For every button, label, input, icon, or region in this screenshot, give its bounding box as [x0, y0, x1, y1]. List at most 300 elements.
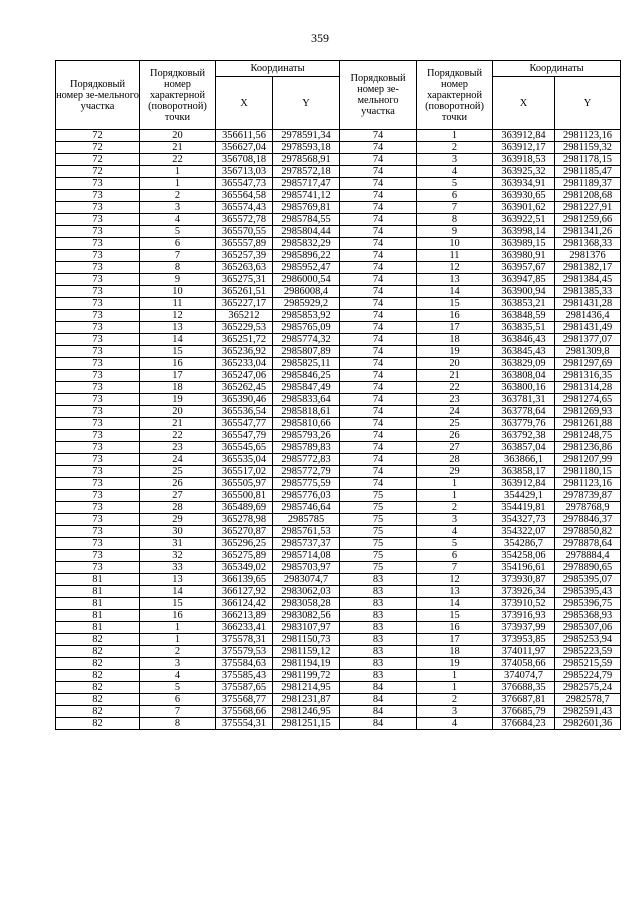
- point-number-cell: 15: [140, 598, 216, 610]
- y-coordinate-cell: 2985832,29: [273, 238, 340, 250]
- point-number-cell: 1: [417, 490, 493, 502]
- point-number-cell: 3: [417, 514, 493, 526]
- point-number-cell: 23: [140, 442, 216, 454]
- y-coordinate-cell: 2985395,07: [555, 574, 621, 586]
- table-row: [56, 358, 621, 370]
- table-row: [56, 658, 621, 670]
- y-coordinate-cell: 2985396,75: [555, 598, 621, 610]
- x-coordinate-cell: 365261,51: [216, 286, 273, 298]
- plot-number-cell: 73: [56, 406, 140, 418]
- plot-number-cell: 74: [340, 370, 417, 382]
- y-coordinate-cell: 2985772,83: [273, 454, 340, 466]
- x-coordinate-cell: 376684,23: [493, 718, 555, 730]
- point-number-cell: 2: [417, 142, 493, 154]
- x-coordinate-cell: 365263,63: [216, 262, 273, 274]
- point-number-cell: 12: [417, 574, 493, 586]
- x-coordinate-cell: 376687,81: [493, 694, 555, 706]
- plot-number-cell: 74: [340, 334, 417, 346]
- x-coordinate-cell: 365251,72: [216, 334, 273, 346]
- point-number-cell: 3: [140, 202, 216, 214]
- point-number-cell: 15: [417, 610, 493, 622]
- point-number-cell: 14: [417, 286, 493, 298]
- plot-number-cell: 73: [56, 250, 140, 262]
- plot-number-cell: 82: [56, 694, 140, 706]
- table-row: [56, 346, 621, 358]
- point-number-cell: 13: [417, 586, 493, 598]
- x-coordinate-cell: 363912,17: [493, 142, 555, 154]
- x-coordinate-cell: 365247,06: [216, 370, 273, 382]
- point-number-cell: 1: [140, 178, 216, 190]
- plot-number-cell: 83: [340, 574, 417, 586]
- plot-number-cell: 74: [340, 130, 417, 142]
- table-body: [56, 130, 621, 730]
- y-coordinate-cell: 2981269,93: [555, 406, 621, 418]
- table-row: [56, 166, 621, 178]
- plot-number-cell: 83: [340, 598, 417, 610]
- point-number-cell: 25: [140, 466, 216, 478]
- point-number-cell: 24: [417, 406, 493, 418]
- x-coordinate-cell: 365535,04: [216, 454, 273, 466]
- point-number-cell: 17: [417, 634, 493, 646]
- point-number-cell: 1: [140, 166, 216, 178]
- y-coordinate-cell: 2983074,7: [273, 574, 340, 586]
- x-coordinate-cell: 365536,54: [216, 406, 273, 418]
- table-row: [56, 406, 621, 418]
- x-coordinate-cell: 363912,84: [493, 478, 555, 490]
- x-coordinate-cell: 363925,32: [493, 166, 555, 178]
- y-coordinate-cell: 2981207,99: [555, 454, 621, 466]
- point-number-cell: 2: [417, 502, 493, 514]
- point-number-cell: 5: [140, 682, 216, 694]
- plot-number-cell: 83: [340, 646, 417, 658]
- plot-number-cell: 75: [340, 502, 417, 514]
- plot-number-cell: 73: [56, 262, 140, 274]
- plot-number-cell: 73: [56, 562, 140, 574]
- table-row: [56, 334, 621, 346]
- x-coordinate-cell: 363781,31: [493, 394, 555, 406]
- x-coordinate-cell: 365547,77: [216, 418, 273, 430]
- point-number-cell: 1: [140, 622, 216, 634]
- plot-number-cell: 74: [340, 202, 417, 214]
- plot-number-cell: 74: [340, 394, 417, 406]
- plot-number-cell: 75: [340, 562, 417, 574]
- table-row: [56, 454, 621, 466]
- x-coordinate-cell: 374074,7: [493, 670, 555, 682]
- x-coordinate-cell: 363918,53: [493, 154, 555, 166]
- plot-number-cell: 73: [56, 274, 140, 286]
- x-coordinate-cell: 366139,65: [216, 574, 273, 586]
- table-row: [56, 586, 621, 598]
- y-coordinate-cell: 2985825,11: [273, 358, 340, 370]
- y-coordinate-cell: 2981246,95: [273, 706, 340, 718]
- table-row: [56, 322, 621, 334]
- point-number-cell: 1: [417, 682, 493, 694]
- x-coordinate-cell: 354322,07: [493, 526, 555, 538]
- plot-number-cell: 81: [56, 610, 140, 622]
- x-coordinate-cell: 354419,81: [493, 502, 555, 514]
- x-coordinate-cell: 365262,45: [216, 382, 273, 394]
- point-number-cell: 31: [140, 538, 216, 550]
- header-y: Y: [273, 77, 340, 130]
- plot-number-cell: 73: [56, 226, 140, 238]
- plot-number-cell: 73: [56, 202, 140, 214]
- x-coordinate-cell: 363800,16: [493, 382, 555, 394]
- plot-number-cell: 72: [56, 154, 140, 166]
- point-number-cell: 21: [417, 370, 493, 382]
- x-coordinate-cell: 363835,51: [493, 322, 555, 334]
- plot-number-cell: 73: [56, 382, 140, 394]
- point-number-cell: 17: [417, 322, 493, 334]
- point-number-cell: 24: [140, 454, 216, 466]
- x-coordinate-cell: 363848,59: [493, 310, 555, 322]
- y-coordinate-cell: 2981261,88: [555, 418, 621, 430]
- y-coordinate-cell: 2985741,12: [273, 190, 340, 202]
- point-number-cell: 27: [140, 490, 216, 502]
- y-coordinate-cell: 2982578,7: [555, 694, 621, 706]
- point-number-cell: 18: [140, 382, 216, 394]
- plot-number-cell: 75: [340, 490, 417, 502]
- x-coordinate-cell: 375568,66: [216, 706, 273, 718]
- y-coordinate-cell: 2981431,49: [555, 322, 621, 334]
- point-number-cell: 2: [140, 190, 216, 202]
- plot-number-cell: 83: [340, 670, 417, 682]
- plot-number-cell: 73: [56, 214, 140, 226]
- y-coordinate-cell: 2985847,49: [273, 382, 340, 394]
- y-coordinate-cell: 2985761,53: [273, 526, 340, 538]
- x-coordinate-cell: 373937,99: [493, 622, 555, 634]
- y-coordinate-cell: 2978568,91: [273, 154, 340, 166]
- y-coordinate-cell: 2981227,91: [555, 202, 621, 214]
- x-coordinate-cell: 363779,76: [493, 418, 555, 430]
- y-coordinate-cell: 2981214,95: [273, 682, 340, 694]
- x-coordinate-cell: 374011,97: [493, 646, 555, 658]
- plot-number-cell: 82: [56, 682, 140, 694]
- x-coordinate-cell: 354429,1: [493, 490, 555, 502]
- x-coordinate-cell: 375554,31: [216, 718, 273, 730]
- plot-number-cell: 74: [340, 358, 417, 370]
- x-coordinate-cell: 373953,85: [493, 634, 555, 646]
- x-coordinate-cell: 376685,79: [493, 706, 555, 718]
- plot-number-cell: 73: [56, 370, 140, 382]
- y-coordinate-cell: 2985395,43: [555, 586, 621, 598]
- plot-number-cell: 73: [56, 286, 140, 298]
- x-coordinate-cell: 363901,62: [493, 202, 555, 214]
- y-coordinate-cell: 2981150,73: [273, 634, 340, 646]
- y-coordinate-cell: 2982601,36: [555, 718, 621, 730]
- y-coordinate-cell: 2981194,19: [273, 658, 340, 670]
- y-coordinate-cell: 2981236,86: [555, 442, 621, 454]
- point-number-cell: 15: [140, 346, 216, 358]
- table-row: [56, 622, 621, 634]
- x-coordinate-cell: 365517,02: [216, 466, 273, 478]
- y-coordinate-cell: 2986008,4: [273, 286, 340, 298]
- point-number-cell: 1: [140, 634, 216, 646]
- point-number-cell: 9: [140, 274, 216, 286]
- y-coordinate-cell: 2981199,72: [273, 670, 340, 682]
- x-coordinate-cell: 375579,53: [216, 646, 273, 658]
- y-coordinate-cell: 2985807,89: [273, 346, 340, 358]
- y-coordinate-cell: 2978593,18: [273, 142, 340, 154]
- y-coordinate-cell: 2985775,59: [273, 478, 340, 490]
- plot-number-cell: 74: [340, 262, 417, 274]
- plot-number-cell: 74: [340, 190, 417, 202]
- plot-number-cell: 84: [340, 718, 417, 730]
- y-coordinate-cell: 2985223,59: [555, 646, 621, 658]
- y-coordinate-cell: 2978884,4: [555, 550, 621, 562]
- table-row: [56, 598, 621, 610]
- x-coordinate-cell: 373930,87: [493, 574, 555, 586]
- x-coordinate-cell: 365349,02: [216, 562, 273, 574]
- plot-number-cell: 73: [56, 490, 140, 502]
- y-coordinate-cell: 2985703,97: [273, 562, 340, 574]
- table-row: [56, 670, 621, 682]
- point-number-cell: 6: [417, 190, 493, 202]
- point-number-cell: 22: [140, 430, 216, 442]
- x-coordinate-cell: 363922,51: [493, 214, 555, 226]
- x-coordinate-cell: 363947,85: [493, 274, 555, 286]
- y-coordinate-cell: 2978878,64: [555, 538, 621, 550]
- y-coordinate-cell: 2981436,4: [555, 310, 621, 322]
- x-coordinate-cell: 365270,87: [216, 526, 273, 538]
- point-number-cell: 13: [140, 574, 216, 586]
- y-coordinate-cell: 2981123,16: [555, 478, 621, 490]
- point-number-cell: 16: [417, 622, 493, 634]
- x-coordinate-cell: 373916,93: [493, 610, 555, 622]
- x-coordinate-cell: 365564,58: [216, 190, 273, 202]
- y-coordinate-cell: 2978846,37: [555, 514, 621, 526]
- table-row: [56, 682, 621, 694]
- header-point-number: Порядковый номер характерной (поворотной) точки: [417, 61, 493, 130]
- y-coordinate-cell: 2985253,94: [555, 634, 621, 646]
- table-row: [56, 274, 621, 286]
- y-coordinate-cell: 2981316,35: [555, 370, 621, 382]
- page-number: 359: [311, 31, 329, 45]
- table-row: [56, 226, 621, 238]
- y-coordinate-cell: 2978850,82: [555, 526, 621, 538]
- point-number-cell: 19: [417, 658, 493, 670]
- point-number-cell: 14: [417, 598, 493, 610]
- point-number-cell: 28: [417, 454, 493, 466]
- point-number-cell: 14: [140, 334, 216, 346]
- y-coordinate-cell: 2981309,8: [555, 346, 621, 358]
- y-coordinate-cell: 2985896,22: [273, 250, 340, 262]
- point-number-cell: 20: [140, 130, 216, 142]
- plot-number-cell: 73: [56, 310, 140, 322]
- header-plot-number: Порядковый номер зе-мельного участка: [340, 61, 417, 130]
- y-coordinate-cell: 2981341,26: [555, 226, 621, 238]
- x-coordinate-cell: 366213,89: [216, 610, 273, 622]
- table-row: [56, 490, 621, 502]
- header-coordinates: Координаты: [493, 61, 621, 77]
- point-number-cell: 32: [140, 550, 216, 562]
- plot-number-cell: 73: [56, 430, 140, 442]
- point-number-cell: 4: [417, 718, 493, 730]
- x-coordinate-cell: 365236,92: [216, 346, 273, 358]
- x-coordinate-cell: 365296,25: [216, 538, 273, 550]
- y-coordinate-cell: 2978739,87: [555, 490, 621, 502]
- x-coordinate-cell: 354286,7: [493, 538, 555, 550]
- table-row: [56, 706, 621, 718]
- x-coordinate-cell: 373926,34: [493, 586, 555, 598]
- y-coordinate-cell: 2985784,55: [273, 214, 340, 226]
- plot-number-cell: 82: [56, 718, 140, 730]
- y-coordinate-cell: 2986000,54: [273, 274, 340, 286]
- y-coordinate-cell: 2981314,28: [555, 382, 621, 394]
- y-coordinate-cell: 2985737,37: [273, 538, 340, 550]
- point-number-cell: 18: [417, 334, 493, 346]
- y-coordinate-cell: 2981251,15: [273, 718, 340, 730]
- table-row: [56, 562, 621, 574]
- x-coordinate-cell: 365570,55: [216, 226, 273, 238]
- x-coordinate-cell: 363778,64: [493, 406, 555, 418]
- table-row: [56, 262, 621, 274]
- x-coordinate-cell: 363846,43: [493, 334, 555, 346]
- table-row: [56, 430, 621, 442]
- table-row: [56, 238, 621, 250]
- y-coordinate-cell: 2985804,44: [273, 226, 340, 238]
- y-coordinate-cell: 2978768,9: [555, 502, 621, 514]
- plot-number-cell: 73: [56, 538, 140, 550]
- header-plot-number: Порядковый номер зе-мельного участка: [56, 61, 140, 130]
- x-coordinate-cell: 363792,38: [493, 430, 555, 442]
- point-number-cell: 20: [140, 406, 216, 418]
- x-coordinate-cell: 363957,67: [493, 262, 555, 274]
- x-coordinate-cell: 365390,46: [216, 394, 273, 406]
- y-coordinate-cell: 2981377,07: [555, 334, 621, 346]
- x-coordinate-cell: 365547,79: [216, 430, 273, 442]
- x-coordinate-cell: 365547,73: [216, 178, 273, 190]
- plot-number-cell: 82: [56, 634, 140, 646]
- header-x: X: [493, 77, 555, 130]
- plot-number-cell: 73: [56, 238, 140, 250]
- point-number-cell: 6: [140, 694, 216, 706]
- x-coordinate-cell: 365505,97: [216, 478, 273, 490]
- table-row: [56, 718, 621, 730]
- table-row: [56, 550, 621, 562]
- plot-number-cell: 73: [56, 550, 140, 562]
- x-coordinate-cell: 365572,78: [216, 214, 273, 226]
- x-coordinate-cell: 356611,56: [216, 130, 273, 142]
- table-row: [56, 538, 621, 550]
- y-coordinate-cell: 2981231,87: [273, 694, 340, 706]
- point-number-cell: 20: [417, 358, 493, 370]
- point-number-cell: 4: [140, 214, 216, 226]
- x-coordinate-cell: 363858,17: [493, 466, 555, 478]
- table-row: [56, 418, 621, 430]
- x-coordinate-cell: 376688,35: [493, 682, 555, 694]
- plot-number-cell: 82: [56, 658, 140, 670]
- table-row: [56, 478, 621, 490]
- plot-number-cell: 72: [56, 130, 140, 142]
- plot-number-cell: 72: [56, 142, 140, 154]
- x-coordinate-cell: 363980,91: [493, 250, 555, 262]
- x-coordinate-cell: 363829,09: [493, 358, 555, 370]
- point-number-cell: 25: [417, 418, 493, 430]
- y-coordinate-cell: 2983107,97: [273, 622, 340, 634]
- plot-number-cell: 74: [340, 310, 417, 322]
- y-coordinate-cell: 2983082,56: [273, 610, 340, 622]
- y-coordinate-cell: 2981248,75: [555, 430, 621, 442]
- y-coordinate-cell: 2985368,93: [555, 610, 621, 622]
- plot-number-cell: 74: [340, 142, 417, 154]
- point-number-cell: 33: [140, 562, 216, 574]
- plot-number-cell: 74: [340, 382, 417, 394]
- plot-number-cell: 73: [56, 442, 140, 454]
- y-coordinate-cell: 2981178,15: [555, 154, 621, 166]
- point-number-cell: 30: [140, 526, 216, 538]
- y-coordinate-cell: 2985765,09: [273, 322, 340, 334]
- y-coordinate-cell: 2981185,47: [555, 166, 621, 178]
- x-coordinate-cell: 363912,84: [493, 130, 555, 142]
- plot-number-cell: 74: [340, 454, 417, 466]
- table-row: [56, 202, 621, 214]
- point-number-cell: 8: [417, 214, 493, 226]
- table-row: [56, 286, 621, 298]
- plot-number-cell: 74: [340, 442, 417, 454]
- x-coordinate-cell: 363853,21: [493, 298, 555, 310]
- plot-number-cell: 75: [340, 526, 417, 538]
- plot-number-cell: 83: [340, 658, 417, 670]
- plot-number-cell: 83: [340, 634, 417, 646]
- y-coordinate-cell: 2985833,64: [273, 394, 340, 406]
- point-number-cell: 8: [140, 262, 216, 274]
- y-coordinate-cell: 2985772,79: [273, 466, 340, 478]
- x-coordinate-cell: 365489,69: [216, 502, 273, 514]
- x-coordinate-cell: 365227,17: [216, 298, 273, 310]
- plot-number-cell: 73: [56, 358, 140, 370]
- x-coordinate-cell: 365278,98: [216, 514, 273, 526]
- y-coordinate-cell: 2985215,59: [555, 658, 621, 670]
- point-number-cell: 1: [417, 670, 493, 682]
- y-coordinate-cell: 2985785: [273, 514, 340, 526]
- y-coordinate-cell: 2981180,15: [555, 466, 621, 478]
- plot-number-cell: 74: [340, 250, 417, 262]
- plot-number-cell: 73: [56, 526, 140, 538]
- point-number-cell: 5: [417, 538, 493, 550]
- table-row: [56, 466, 621, 478]
- point-number-cell: 15: [417, 298, 493, 310]
- plot-number-cell: 73: [56, 190, 140, 202]
- x-coordinate-cell: 365275,89: [216, 550, 273, 562]
- point-number-cell: 27: [417, 442, 493, 454]
- y-coordinate-cell: 2985793,26: [273, 430, 340, 442]
- x-coordinate-cell: 363900,94: [493, 286, 555, 298]
- plot-number-cell: 73: [56, 298, 140, 310]
- x-coordinate-cell: 375578,31: [216, 634, 273, 646]
- point-number-cell: 5: [140, 226, 216, 238]
- x-coordinate-cell: 365500,81: [216, 490, 273, 502]
- y-coordinate-cell: 2981159,32: [555, 142, 621, 154]
- x-coordinate-cell: 365574,43: [216, 202, 273, 214]
- point-number-cell: 21: [140, 142, 216, 154]
- y-coordinate-cell: 2981189,37: [555, 178, 621, 190]
- plot-number-cell: 82: [56, 670, 140, 682]
- point-number-cell: 29: [140, 514, 216, 526]
- y-coordinate-cell: 2983062,03: [273, 586, 340, 598]
- table-row: [56, 250, 621, 262]
- table-row: [56, 190, 621, 202]
- point-number-cell: 3: [417, 706, 493, 718]
- y-coordinate-cell: 2982575,24: [555, 682, 621, 694]
- table-row: [56, 178, 621, 190]
- point-number-cell: 10: [140, 286, 216, 298]
- y-coordinate-cell: 2985810,66: [273, 418, 340, 430]
- x-coordinate-cell: 356713,03: [216, 166, 273, 178]
- plot-number-cell: 73: [56, 478, 140, 490]
- y-coordinate-cell: 2982591,43: [555, 706, 621, 718]
- x-coordinate-cell: 354327,73: [493, 514, 555, 526]
- x-coordinate-cell: 365557,89: [216, 238, 273, 250]
